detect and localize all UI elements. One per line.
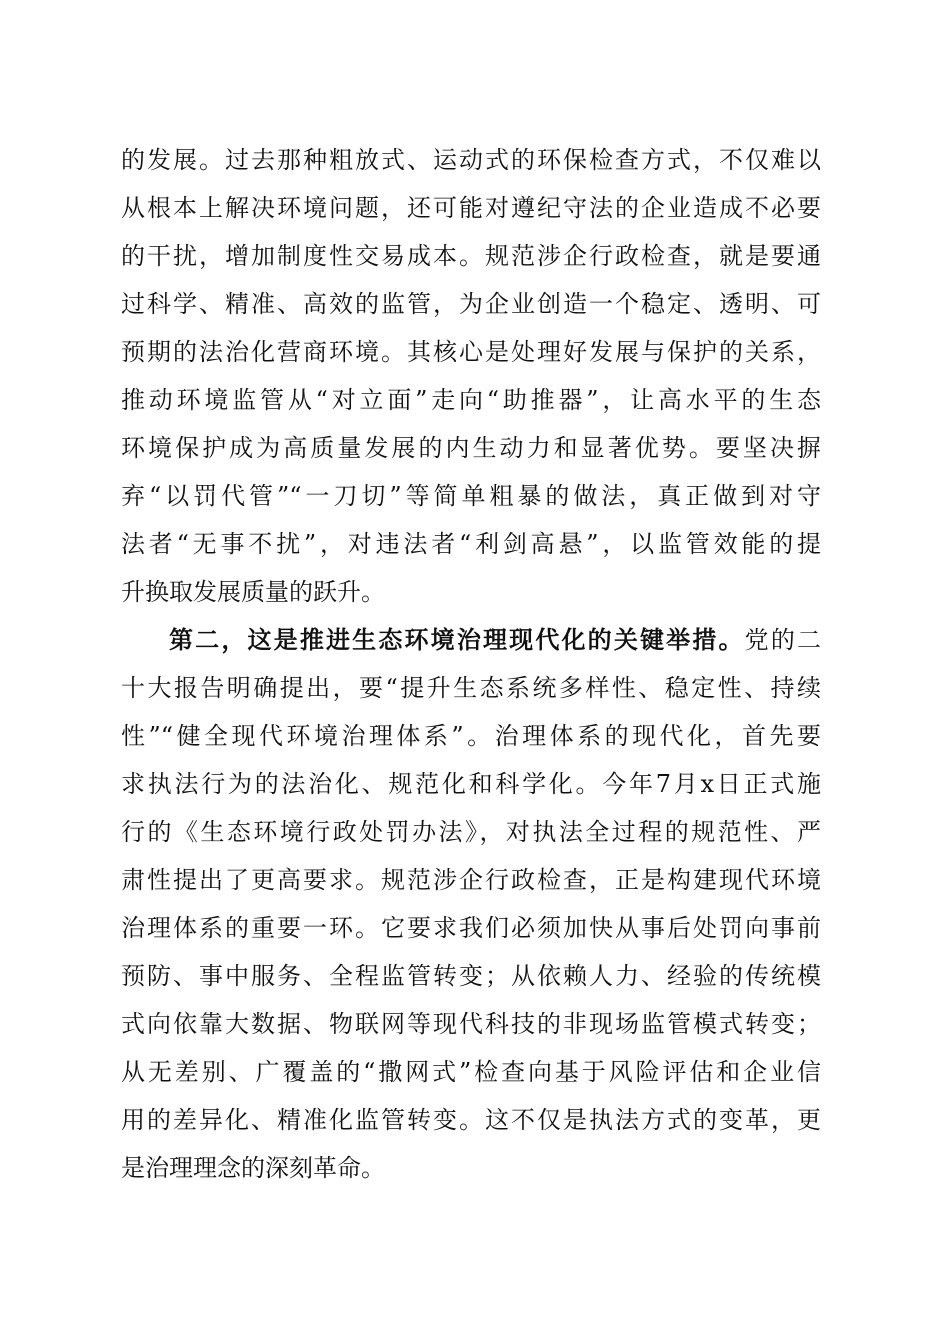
paragraph-2-line-4: 求执法行为的法治化、规范化和科学化。今年7月x日正式施 bbox=[121, 770, 821, 798]
paragraph-2-line-1 bbox=[169, 625, 821, 655]
paragraph-2-line-6: 肃性提出了更高要求。规范涉企行政检查，正是构建现代环境 bbox=[121, 866, 821, 894]
section-heading: 第二，这是推进生态环境治理现代化的关键举措。 bbox=[169, 625, 745, 654]
paragraph-2-line-9: 式向依靠大数据、物联网等现代科技的非现场监管模式转变； bbox=[121, 1010, 821, 1038]
paragraph-1-line-10: 升换取发展质量的跃升。 bbox=[121, 578, 385, 606]
paragraph-2-line-1-rest: 党的二 bbox=[744, 626, 822, 654]
paragraph-1-line-2: 从根本上解决环境问题，还可能对遵纪守法的企业造成不必要 bbox=[121, 194, 821, 222]
paragraph-1-line-5: 预期的法治化营商环境。其核心是处理好发展与保护的关系， bbox=[121, 338, 821, 366]
paragraph-2-line-7: 治理体系的重要一环。它要求我们必须加快从事后处罚向事前 bbox=[121, 914, 821, 942]
paragraph-2-line-11: 用的差异化、精准化监管转变。这不仅是执法方式的变革，更 bbox=[121, 1106, 821, 1134]
paragraph-1-line-8: 弃“以罚代管”“一刀切”等简单粗暴的做法，真正做到对守 bbox=[121, 482, 821, 510]
paragraph-2-line-8: 预防、事中服务、全程监管转变；从依赖人力、经验的传统模 bbox=[121, 962, 821, 990]
paragraph-1-line-3: 的干扰，增加制度性交易成本。规范涉企行政检查，就是要通 bbox=[121, 242, 821, 270]
paragraph-2-line-10: 从无差别、广覆盖的“撒网式”检查向基于风险评估和企业信 bbox=[121, 1058, 821, 1086]
paragraph-1-line-7: 环境保护成为高质量发展的内生动力和显著优势。要坚决摒 bbox=[121, 434, 821, 462]
paragraph-2-line-5: 行的《生态环境行政处罚办法》，对执法全过程的规范性、严 bbox=[121, 818, 821, 846]
paragraph-2-line-2: 十大报告明确提出，要“提升生态系统多样性、稳定性、持续 bbox=[121, 674, 821, 702]
paragraph-1-line-4: 过科学、精准、高效的监管，为企业创造一个稳定、透明、可 bbox=[121, 290, 821, 318]
paragraph-1-line-9: 法者“无事不扰”，对违法者“利剑高悬”，以监管效能的提 bbox=[121, 530, 821, 558]
paragraph-1-line-6: 推动环境监管从“对立面”走向“助推器”，让高水平的生态 bbox=[121, 386, 821, 414]
paragraph-2-line-3: 性”“健全现代环境治理体系”。治理体系的现代化，首先要 bbox=[121, 722, 821, 750]
paragraph-2-line-12: 是治理理念的深刻革命。 bbox=[121, 1154, 385, 1182]
paragraph-1-line-1: 的发展。过去那种粗放式、运动式的环保检查方式，不仅难以 bbox=[121, 146, 821, 174]
